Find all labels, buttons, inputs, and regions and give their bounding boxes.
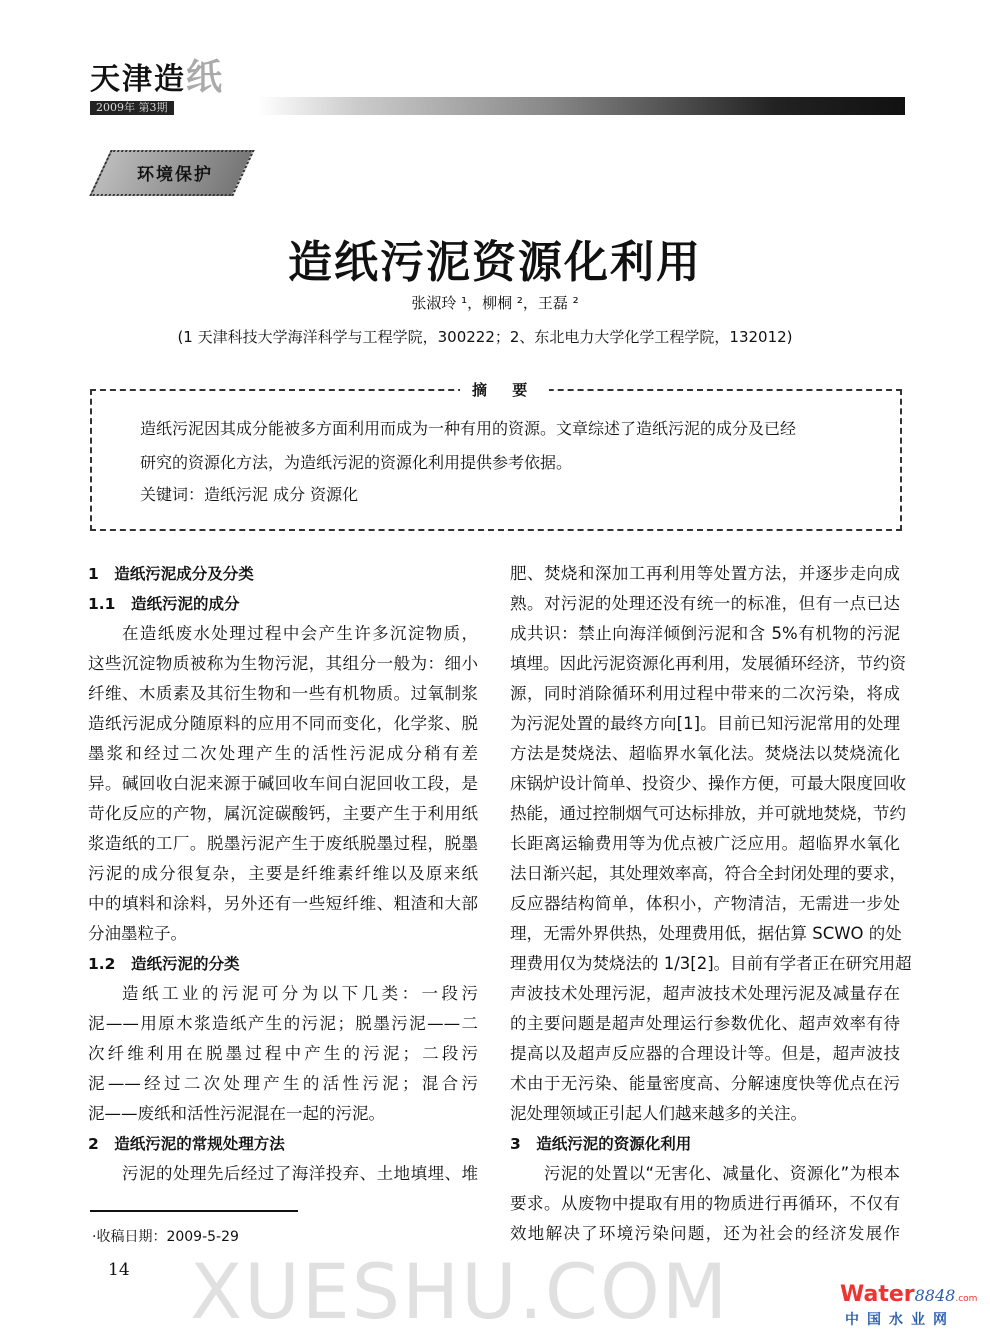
paragraph-line: 纤维、木质素及其衍生物和一些有机物质。过氧制浆 [88, 684, 478, 703]
paragraph-line: 方法是焚烧法、超临界水氧化法。焚烧法以焚烧流化 [510, 744, 900, 763]
paragraph-line: 污泥的处置以“无害化、减量化、资源化”为根本 [544, 1164, 900, 1183]
paragraph-line: 理，无需外界供热，处理费用低，据估算 SCWO 的处 [510, 924, 902, 943]
right-column [510, 559, 912, 1249]
brand-chinese: 中国水业网 [845, 1312, 955, 1328]
paragraph-line: 法日渐兴起，其处理效率高，符合全封闭处理的要求， [510, 864, 906, 883]
journal-logo [90, 56, 225, 98]
paragraph-line: 泥——用原木浆造纸产生的污泥；脱墨污泥——二 [88, 1014, 478, 1033]
footnote: ·收稿日期：2009-5-29 [92, 1229, 239, 1245]
paragraph-line: 床锅炉设计简单、投资少、操作方便，可最大限度回收 [510, 774, 906, 793]
paragraph-line: 污泥的处理先后经过了海洋投弃、土地填埋、堆 [122, 1164, 478, 1183]
abstract-line: 研究的资源化方法，为造纸污泥的资源化利用提供参考依据。 [140, 453, 573, 472]
journal-name-char: 纸 [186, 56, 225, 98]
paragraph-line: 肥、焚烧和深加工再利用等处置方法，并逐步走向成 [510, 564, 900, 583]
paragraph-line: 长距离运输费用等为优点被广泛应用。超临界水氧化 [510, 834, 900, 853]
paragraph-line: 术由于无污染、能量密度高、分解速度快等优点在污 [510, 1074, 900, 1093]
journal-name: 天津造 [90, 62, 186, 97]
paragraph-line: 苛化反应的产物，属沉淀碳酸钙，主要产生于利用纸 [88, 804, 478, 823]
section-heading: 1 造纸污泥成分及分类 [88, 565, 254, 583]
paragraph-line: 理费用仅为焚烧法的 1/3[2]。目前有学者正在研究用超 [510, 954, 912, 973]
section-heading: 3 造纸污泥的资源化利用 [510, 1135, 692, 1153]
paragraph-line: 声波技术处理污泥，超声波技术处理污泥及减量存在 [510, 984, 900, 1003]
abstract-line: 造纸污泥因其成分能被多方面利用而成为一种有用的资源。文章综述了造纸污泥的成分及已经 [140, 419, 797, 438]
paragraph-line: 次纤维利用在脱墨过程中产生的污泥；二段污 [88, 1044, 478, 1063]
brand-number: 8848 [914, 1286, 956, 1305]
section-heading: 2 造纸污泥的常规处理方法 [88, 1135, 285, 1153]
watermark: XUESHU.COM [190, 1247, 730, 1336]
paragraph-line: 熟。对污泥的处理还没有统一的标准，但有一点已达 [510, 594, 900, 613]
left-column [88, 559, 478, 1189]
paragraph-line: 这些沉淀物质被称为生物污泥，其组分一般为：细小 [88, 654, 478, 673]
paragraph-line: 提高以及超声反应器的合理设计等。但是，超声波技 [510, 1044, 900, 1063]
paragraph-line: 热能，通过控制烟气可达标排放，并可就地焚烧，节约 [510, 804, 906, 823]
paragraph-line: 在造纸废水处理过程中会产生许多沉淀物质， [122, 624, 478, 643]
paragraph-line: 浆造纸的工厂。脱墨污泥产生于废纸脱墨过程，脱墨 [88, 834, 478, 853]
paragraph-line: 的主要问题是超声处理运行参数优化、超声效率有待 [510, 1014, 900, 1033]
paper-title: 造纸污泥资源化利用 [288, 237, 702, 288]
affiliation: (1 天津科技大学海洋科学与工程学院，300222；2、东北电力大学化学工程学院，132012) [177, 328, 793, 346]
paragraph-line: 填埋。因此污泥资源化再利用，发展循环经济，节约资 [510, 654, 906, 673]
brand-domain: .com [955, 1294, 978, 1304]
authors: 张淑玲 ¹，柳桐 ²，王磊 ² [411, 294, 579, 312]
paragraph-line: 污泥的成分很复杂，主要是纤维素纤维以及原来纸 [88, 864, 478, 883]
header-gradient-bar [258, 97, 905, 115]
paragraph-line: 为污泥处置的最终方向[1]。目前已知污泥常用的处理 [510, 714, 900, 733]
paragraph-line: 反应器结构简单，体积小，产物清洁，无需进一步处 [510, 894, 900, 913]
subsection-heading: 1.1 造纸污泥的成分 [88, 595, 240, 613]
brand-logo [840, 1282, 977, 1312]
paragraph-line: 泥处理领域正引起人们越来越多的关注。 [510, 1104, 807, 1123]
paragraph-line: 造纸工业的污泥可分为以下几类：一段污 [122, 984, 478, 1003]
subsection-heading: 1.2 造纸污泥的分类 [88, 955, 240, 973]
footnote-rule [90, 1210, 298, 1212]
paragraph-line: 中的填料和涂料，另外还有一些短纤维、粗渣和大部 [88, 894, 478, 913]
section-label: 环境保护 [137, 165, 213, 185]
page-number: 14 [108, 1260, 130, 1280]
paragraph-line: 异。碱回收白泥来源于碱回收车间白泥回收工段，是 [88, 774, 478, 793]
keywords: 关键词：造纸污泥 成分 资源化 [140, 485, 359, 504]
brand-word: Water [840, 1282, 915, 1307]
paragraph-line: 分油墨粒子。 [88, 924, 187, 943]
abstract-label: 摘 要 [460, 379, 549, 400]
paragraph-line: 效地解决了环境污染问题，还为社会的经济发展作 [510, 1224, 900, 1243]
paragraph-line: 墨浆和经过二次处理产生的活性污泥成分稍有差 [88, 744, 478, 763]
paragraph-line: 造纸污泥成分随原料的应用不同而变化，化学浆、脱 [88, 714, 478, 733]
paragraph-line: 源，同时消除循环利用过程中带来的二次污染，将成 [510, 684, 900, 703]
issue-label: 2009年 第3期 [90, 101, 174, 115]
paragraph-line: 泥——经过二次处理产生的活性污泥；混合污 [88, 1074, 478, 1093]
paragraph-line: 泥——废纸和活性污泥混在一起的污泥。 [88, 1104, 385, 1123]
paragraph-line: 要求。从废物中提取有用的物质进行再循环，不仅有 [510, 1194, 900, 1213]
paragraph-line: 成共识：禁止向海洋倾倒污泥和含 5%有机物的污泥 [510, 624, 900, 643]
